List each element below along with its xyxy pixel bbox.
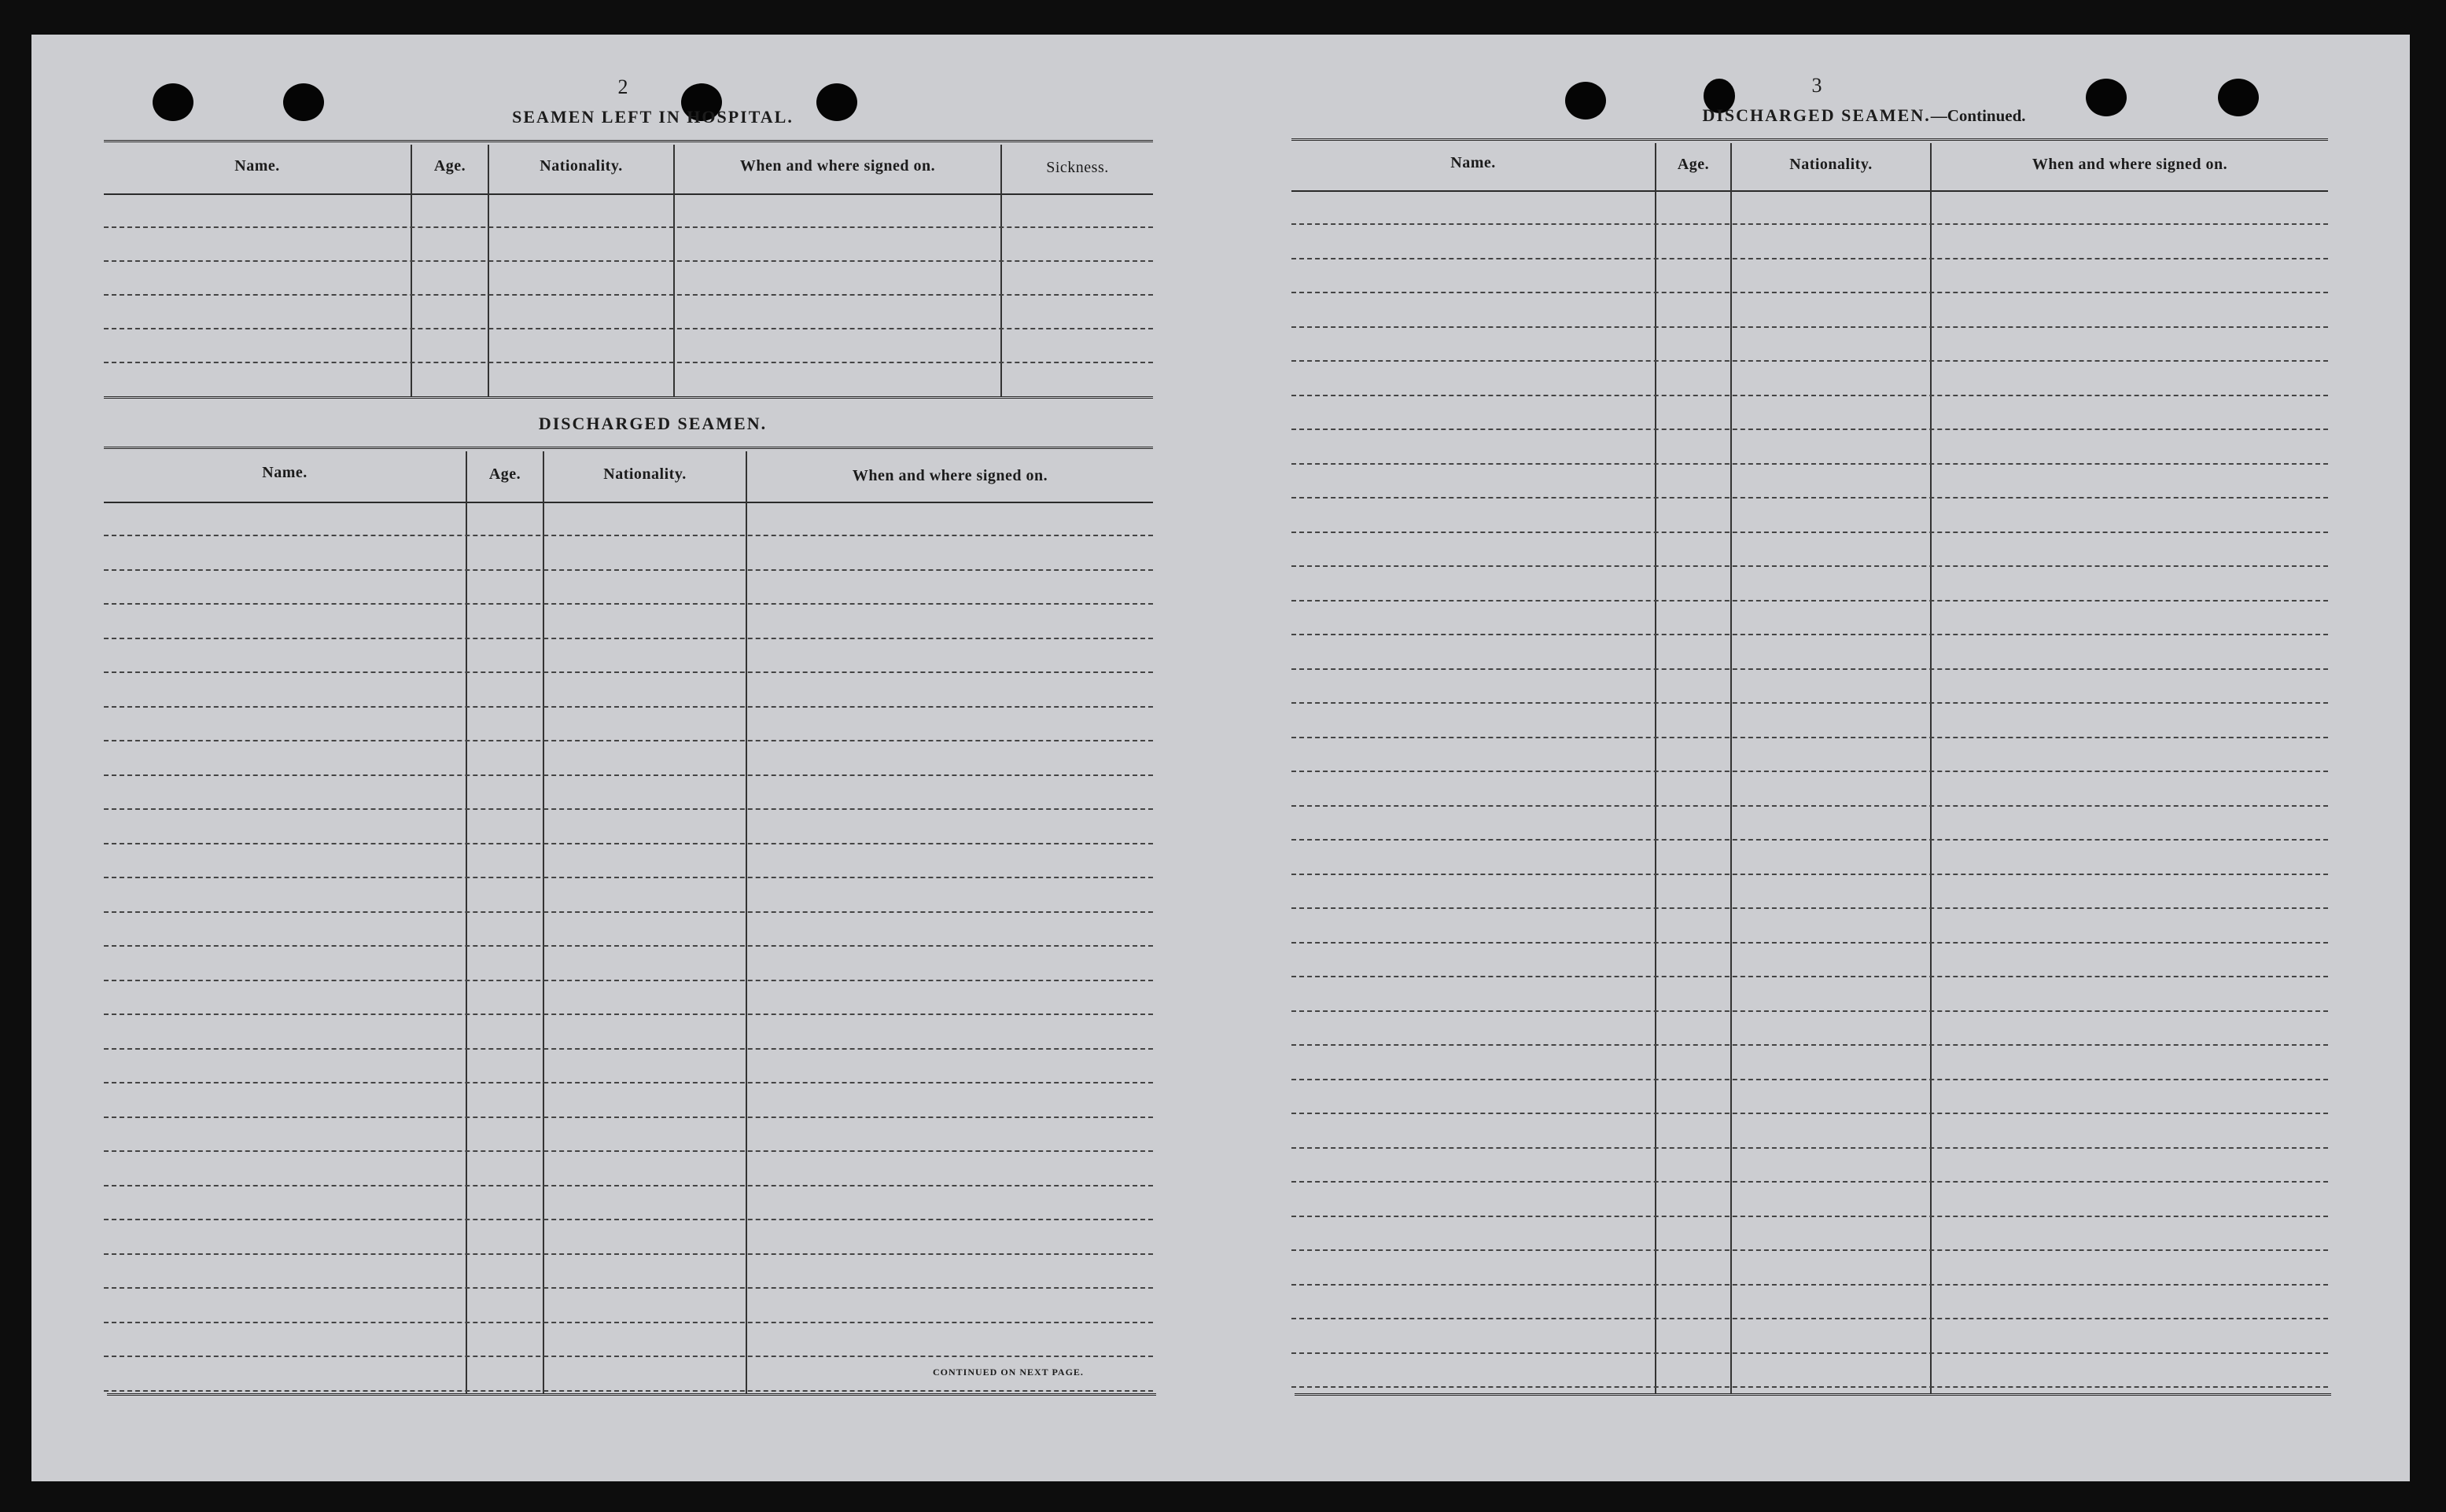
row-line xyxy=(1291,634,2328,635)
hospital-divider xyxy=(411,145,412,396)
discharged-header-underline xyxy=(104,502,1153,503)
hospital-col-sickness: Sickness. xyxy=(1046,159,1109,176)
row-line xyxy=(104,980,1153,981)
row-line xyxy=(104,1185,1153,1186)
row-line xyxy=(104,1117,1153,1118)
row-line xyxy=(104,328,1153,329)
row-line xyxy=(1291,292,2328,293)
discharged-divider xyxy=(746,451,747,1393)
hospital-col-nationality: Nationality. xyxy=(540,157,623,175)
discharged-table-bottom-rule xyxy=(107,1393,1156,1398)
row-line xyxy=(104,1322,1153,1323)
discharged-col-nationality: Nationality. xyxy=(603,465,687,483)
row-line xyxy=(1291,1284,2328,1286)
row-line xyxy=(1291,805,2328,807)
discharged-col-name: Name. xyxy=(262,464,308,481)
row-line xyxy=(1291,839,2328,841)
row-line xyxy=(104,1048,1153,1050)
continued-col-age: Age. xyxy=(1677,156,1710,173)
hospital-col-signed-on: When and where signed on. xyxy=(739,157,936,175)
left-page-number: 2 xyxy=(617,75,628,98)
row-line xyxy=(1291,1318,2328,1319)
row-line xyxy=(1291,1181,2328,1183)
row-line xyxy=(104,362,1153,363)
discharged-col-age: Age. xyxy=(488,465,521,483)
row-line xyxy=(104,569,1153,571)
continued-col-nationality: Nationality. xyxy=(1789,156,1873,173)
row-line xyxy=(1291,1079,2328,1080)
continued-col-name: Name. xyxy=(1450,154,1496,171)
row-line xyxy=(1291,1216,2328,1217)
row-line xyxy=(1291,976,2328,977)
row-line xyxy=(1291,907,2328,909)
row-line xyxy=(104,1082,1153,1083)
row-line xyxy=(1291,463,2328,465)
row-line xyxy=(1291,326,2328,328)
continued-table-bottom-rule xyxy=(1295,1393,2331,1398)
row-line xyxy=(1291,1249,2328,1251)
row-line xyxy=(1291,223,2328,225)
row-line xyxy=(104,945,1153,947)
hospital-table-top-rule xyxy=(104,140,1153,145)
row-line xyxy=(104,843,1153,844)
hospital-col-age: Age. xyxy=(433,157,466,175)
row-line xyxy=(1291,702,2328,704)
row-line xyxy=(104,774,1153,776)
row-line xyxy=(104,260,1153,262)
row-line xyxy=(1291,395,2328,396)
continued-section-title-main: DISCHARGED SEAMEN. xyxy=(1702,105,1931,125)
row-line xyxy=(104,671,1153,673)
row-line xyxy=(1291,497,2328,498)
row-line xyxy=(104,1014,1153,1015)
row-line xyxy=(104,1287,1153,1289)
row-line xyxy=(1291,668,2328,670)
punch-hole xyxy=(283,83,324,121)
continued-note: CONTINUED ON NEXT PAGE. xyxy=(933,1367,1084,1378)
row-line xyxy=(104,1219,1153,1220)
row-line xyxy=(1291,1010,2328,1012)
ledger-sheet xyxy=(31,35,2410,1481)
row-line xyxy=(104,1150,1153,1152)
discharged-divider xyxy=(543,451,544,1393)
row-line xyxy=(1291,874,2328,875)
row-line xyxy=(104,740,1153,741)
row-line xyxy=(104,877,1153,878)
continued-divider xyxy=(1655,143,1656,1393)
row-line xyxy=(104,1390,1153,1392)
row-line xyxy=(104,1356,1153,1357)
row-line xyxy=(104,808,1153,810)
row-line xyxy=(1291,258,2328,259)
discharged-col-signed-on: When and where signed on. xyxy=(852,467,1048,484)
row-line xyxy=(1291,565,2328,567)
hospital-divider xyxy=(488,145,489,396)
row-line xyxy=(1291,360,2328,362)
row-line xyxy=(1291,942,2328,944)
continued-col-signed-on: When and where signed on. xyxy=(2032,156,2228,173)
row-line xyxy=(1291,600,2328,601)
row-line xyxy=(1291,1147,2328,1149)
row-line xyxy=(104,638,1153,639)
hospital-divider xyxy=(673,145,675,396)
hospital-table-bottom-rule xyxy=(104,396,1153,401)
row-line xyxy=(104,535,1153,536)
punch-hole xyxy=(153,83,193,121)
right-page-number: 3 xyxy=(1811,74,1822,97)
row-line xyxy=(1291,771,2328,772)
continued-header-underline xyxy=(1291,190,2328,192)
row-line xyxy=(1291,1386,2328,1388)
discharged-section-title: DISCHARGED SEAMEN. xyxy=(538,414,768,433)
hospital-header-underline xyxy=(104,193,1153,195)
discharged-divider xyxy=(466,451,467,1393)
row-line xyxy=(104,1253,1153,1255)
punch-hole xyxy=(2218,79,2259,116)
row-line xyxy=(1291,1113,2328,1114)
row-line xyxy=(1291,737,2328,738)
continued-table-top-rule xyxy=(1291,138,2328,143)
continued-divider xyxy=(1730,143,1732,1393)
row-line xyxy=(1291,1044,2328,1046)
continued-section-title xyxy=(1565,105,2163,126)
continued-section-title-suffix: —Continued. xyxy=(1930,106,2026,125)
row-line xyxy=(104,706,1153,708)
row-line xyxy=(104,603,1153,605)
hospital-divider xyxy=(1000,145,1002,396)
row-line xyxy=(104,294,1153,296)
row-line xyxy=(1291,532,2328,533)
discharged-table-top-rule xyxy=(104,447,1153,451)
hospital-col-name: Name. xyxy=(234,157,280,175)
row-line xyxy=(104,226,1153,228)
row-line xyxy=(1291,429,2328,430)
continued-divider xyxy=(1930,143,1932,1393)
row-line xyxy=(1291,1352,2328,1354)
hospital-section-title: SEAMEN LEFT IN HOSPITAL. xyxy=(512,107,794,127)
row-line xyxy=(104,911,1153,913)
